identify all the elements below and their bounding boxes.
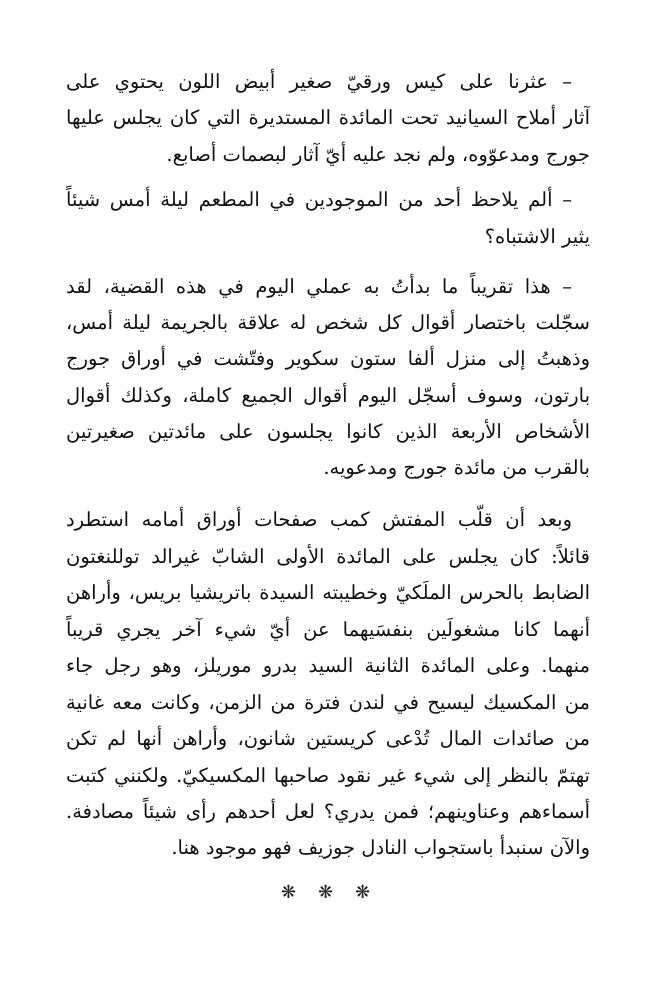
text-line: – هذا تقريباً ما بدأتُ به عملي اليوم في هذه القضية، لقد xyxy=(66,275,572,298)
section-separator xyxy=(0,878,651,908)
text-line: – عثرنا على كيس ورقيّ صغير أبيض اللون يحتوي على xyxy=(66,70,572,93)
text-line: منهما. وعلى المائدة الثانية السيد بدرو موريلز، وهو رجل جاء xyxy=(66,654,590,677)
text-line: أسماءهم وعناوينهم؛ فمن يدري؟ لعل أحدهم رأى شيئاً مصادفة. xyxy=(66,800,590,823)
text-line: الضابط بالحرس الملَكيّ وخطيبته السيدة باتريشيا بريس، وأراهن xyxy=(66,581,590,604)
text-line: والآن سنبدأ باستجواب النادل جوزيف فهو موجود هنا. xyxy=(171,836,590,859)
text-line: قائلاً: كان يجلس على المائدة الأولى الشابّ غيرالد توللنغتون xyxy=(66,545,590,568)
asterism-icon: ❋ xyxy=(317,882,334,903)
asterism-icon: ❋ xyxy=(355,882,371,903)
text-line: سجّلت باختصار أقوال كل شخص له علاقة بالجريمة ليلة أمس، xyxy=(66,311,590,334)
text-line: آثار أملاح السيانيد تحت المائدة المستديرة التي كان يجلس عليها xyxy=(66,106,590,129)
text-line: تهتمّ بالنظر إلى شيء غير نقود صاحبها المكسيكيّ. ولكنني كتبت xyxy=(66,764,590,787)
text-line: من المكسيك ليسيح في لندن فترة من الزمن، وكانت معه غانية xyxy=(66,691,590,714)
text-line: وذهبتُ إلى منزل ألفا ستون سكوير وفتّشت في أوراق جورج xyxy=(66,347,590,370)
text-line: وبعد أن قلّب المفتش كمب صفحات أوراق أمامه استطرد xyxy=(66,508,572,531)
text-line: – ألم يلاحظ أحد من الموجودين في المطعم ليلة أمس شيئاً xyxy=(66,188,572,211)
text-line: يثير الاشتباه؟ xyxy=(484,225,590,248)
asterism-icon: ❋ xyxy=(280,882,296,903)
text-line: أنهما كانا مشغولَين بنفسَيهما عن أيّ شيء آخر يجري قريباً xyxy=(66,618,590,641)
text-line: جورج ومدعوّوه، ولم نجد عليه أيّ آثار لبصمات أصابع. xyxy=(166,143,590,166)
text-line: الأشخاص الأربعة الذين كانوا يجلسون على مائدتين صغيرتين xyxy=(66,420,590,443)
text-line: بالقرب من مائدة جورج ومدعويه. xyxy=(323,456,590,479)
text-line: بارتون، وسوف أسجّل اليوم أقوال الجميع كاملة، وكذلك أقوال xyxy=(66,384,590,407)
text-line: من صائدات المال تُدْعى كريستين شانون، وأراهن أنها لم تكن xyxy=(66,727,590,750)
